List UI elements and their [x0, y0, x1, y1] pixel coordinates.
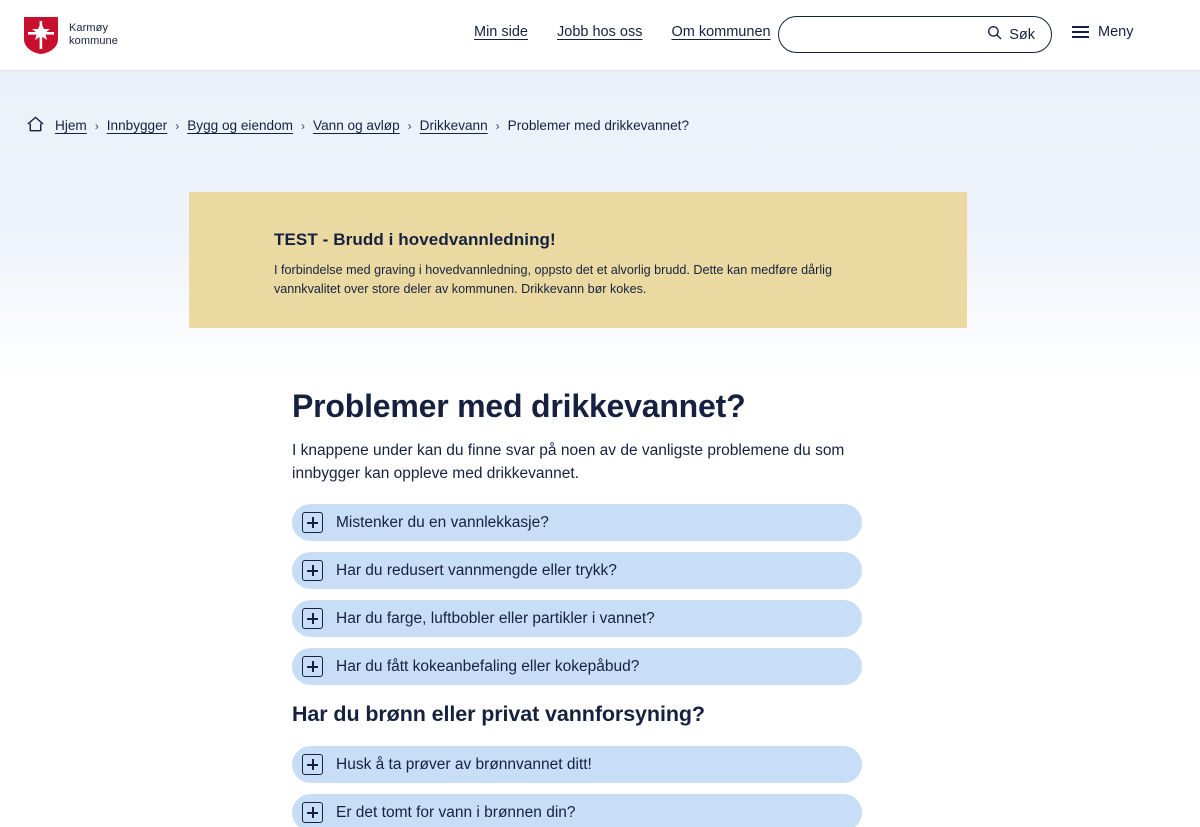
main-content: [292, 386, 867, 827]
accordion-label: Mistenker du en vannlekkasje?: [336, 513, 549, 531]
home-icon[interactable]: [26, 115, 45, 136]
page-title: Problemer med drikkevannet?: [292, 388, 746, 424]
search-label: Søk: [1009, 26, 1035, 43]
plus-box-icon: [302, 754, 323, 775]
coat-of-arms-icon: [22, 15, 60, 55]
accordion-item[interactable]: [292, 600, 862, 637]
menu-button[interactable]: [1072, 24, 1133, 40]
breadcrumb: [26, 115, 689, 136]
accordion-item[interactable]: [292, 648, 862, 685]
site-logo[interactable]: [22, 15, 118, 55]
plus-box-icon: [302, 802, 323, 823]
breadcrumb-item-hjem[interactable]: Hjem: [55, 118, 87, 133]
logo-line1: Karmøy: [69, 22, 109, 34]
accordion-item[interactable]: [292, 794, 862, 827]
breadcrumb-item-innbygger[interactable]: Innbygger: [106, 118, 168, 133]
breadcrumb-separator: ›: [94, 118, 99, 133]
alert-body: I forbindelse med graving i hovedvannledning, oppsto det et alvorlig brudd. Dette kan medføre dårlig vannkvalitet over store deler av kommunen. Drikkevann bør kokes.: [274, 263, 832, 296]
breadcrumb-item-drikkevann[interactable]: Drikkevann: [419, 118, 488, 133]
breadcrumb-separator: ›: [495, 118, 500, 133]
nav-item-jobb-hos-oss[interactable]: Jobb hos oss: [557, 24, 643, 40]
section-heading: Har du brønn eller privat vannforsyning?: [292, 702, 705, 726]
breadcrumb-separator: ›: [407, 118, 412, 133]
site-header: [0, 0, 1200, 71]
accordion-item[interactable]: [292, 746, 862, 783]
breadcrumb-separator: ›: [175, 118, 180, 133]
accordion-label: Har du redusert vannmengde eller trykk?: [336, 561, 617, 579]
page-intro: I knappene under kan du finne svar på noen av de vanligste problemene du som innbygger kan oppleve med drikkevannet.: [292, 442, 845, 482]
breadcrumb-item-vann-og-avlop[interactable]: Vann og avløp: [313, 118, 400, 133]
plus-box-icon: [302, 560, 323, 581]
accordion-list: [292, 504, 867, 685]
accordion-label: Husk å ta prøver av brønnvannet ditt!: [336, 755, 592, 773]
accordion-item[interactable]: [292, 504, 862, 541]
accordion-item[interactable]: [292, 552, 862, 589]
breadcrumb-separator: ›: [301, 118, 306, 133]
hamburger-icon: [1072, 26, 1089, 38]
alert-title: TEST - Brudd i hovedvannledning!: [274, 230, 556, 249]
logo-text: [69, 22, 118, 48]
search-icon: [987, 25, 1002, 45]
plus-box-icon: [302, 608, 323, 629]
menu-label: Meny: [1098, 24, 1134, 40]
nav-item-om-kommunen[interactable]: Om kommunen: [671, 24, 771, 40]
nav-item-min-side[interactable]: Min side: [474, 24, 528, 40]
accordion-list-secondary: [292, 746, 867, 827]
accordion-label: Har du fått kokeanbefaling eller kokepåbud?: [336, 657, 640, 675]
breadcrumb-current: Problemer med drikkevannet?: [507, 118, 690, 133]
plus-box-icon: [302, 512, 323, 533]
plus-box-icon: [302, 656, 323, 677]
accordion-label: Har du farge, luftbobler eller partikler i vannet?: [336, 609, 655, 627]
logo-line2: kommune: [69, 35, 118, 47]
alert-banner: [189, 192, 967, 328]
accordion-label: Er det tomt for vann i brønnen din?: [336, 803, 576, 821]
main-nav: [474, 24, 771, 40]
breadcrumb-item-bygg-og-eiendom[interactable]: Bygg og eiendom: [187, 118, 294, 133]
search-input[interactable]: [778, 16, 1052, 53]
